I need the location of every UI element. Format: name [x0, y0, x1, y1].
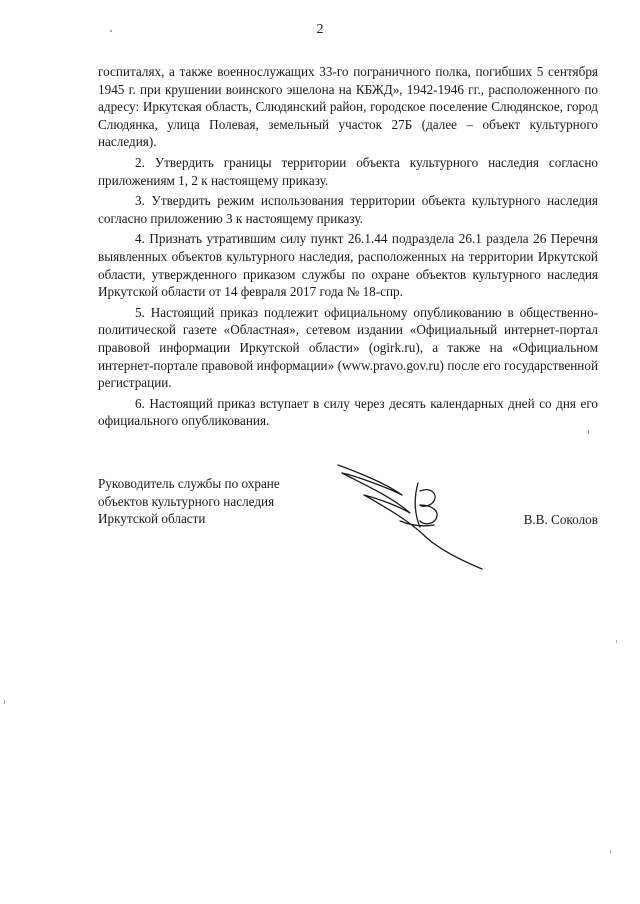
signatory-title-line: Руководитель службы по охране: [98, 476, 280, 491]
paragraph-item-6: 6. Настоящий приказ вступает в силу через десять календарных дней со дня его официального опубликования.: [98, 395, 598, 429]
paragraph-item-4: 4. Признать утратившим силу пункт 26.1.44 подраздела 26.1 раздела 26 Перечня выявленных объектов культурного наследия, расположенных на территории Иркутской области, утвержденного приказом службы по охране объектов культурного наследия Иркутской области от 14 февраля 2017 года № 18-спр.: [98, 231, 598, 300]
paragraph-item-2: 2. Утвердить границы территории объекта культурного наследия согласно приложениям 1, 2 к настоящему приказу.: [98, 154, 598, 188]
scan-speck: [610, 850, 611, 853]
page-number: 2: [316, 22, 324, 37]
scan-speck: [110, 30, 112, 32]
paragraph-continuation: госпиталях, а также военнослужащих 33-го пограничного полка, погибших 5 сентября 1945 г. при крушении воинского эшелона на КБЖД», 1942-1946 гг., расположенного по адресу: Иркутская область, Слюдянский район, городское поселение Слюдянское, город Слюдянка, улица Полевая, земельный участок 27Б (далее – объект культурного наследия).: [98, 64, 598, 150]
order-body: [98, 63, 598, 433]
signatory-title-line: Иркутской области: [98, 511, 206, 527]
signatory-title-line: объектов культурного наследия: [98, 493, 275, 509]
signatory-name: В.В. Соколов: [523, 512, 598, 527]
scan-speck: [4, 700, 5, 704]
scan-speck: [588, 430, 589, 434]
handwritten-signature: [330, 455, 505, 575]
paragraph-item-3: 3. Утвердить режим использования территории объекта культурного наследия согласно приложению 3 к настоящему приказу.: [98, 193, 598, 226]
scan-speck: [616, 640, 617, 643]
paragraph-item-5: 5. Настоящий приказ подлежит официальному опубликованию в общественно-политической газете «Областная», сетевом издании «Официальный интернет-портал правовой информации Иркутской области» (ogirk.ru), а также на «Официальном интернет-портале правовой информации» (www.pravo.gov.ru) после его государственной регистрации.: [98, 304, 598, 391]
